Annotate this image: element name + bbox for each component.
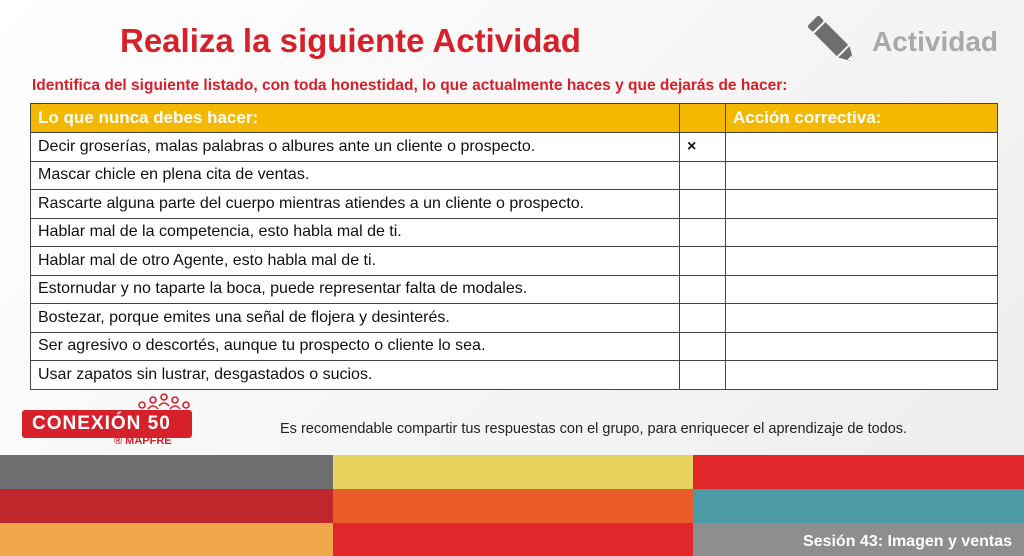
conexion-50-logo: [22, 393, 194, 447]
stripe-orange: [333, 489, 693, 523]
mark-cell[interactable]: [680, 247, 726, 276]
behavior-cell: Hablar mal de la competencia, esto habla mal de ti.: [31, 218, 680, 247]
action-cell[interactable]: [726, 161, 998, 190]
footer-stripes: [0, 455, 1024, 556]
table-row: [31, 247, 998, 276]
stripe-gray: [0, 455, 333, 489]
table-row: [31, 304, 998, 333]
table-row: [31, 218, 998, 247]
stripe-red: [693, 455, 1024, 489]
stripe-dark-red: [0, 489, 333, 523]
behavior-cell: Hablar mal de otro Agente, esto habla mal de ti.: [31, 247, 680, 276]
table-row: [31, 190, 998, 219]
mark-cell[interactable]: [680, 218, 726, 247]
action-cell[interactable]: [726, 133, 998, 162]
stripe-red-bottom: [333, 523, 693, 556]
behavior-cell: Usar zapatos sin lustrar, desgastados o sucios.: [31, 361, 680, 390]
mark-cell[interactable]: [680, 361, 726, 390]
page-title: Realiza la siguiente Actividad: [120, 22, 581, 59]
mark-cell[interactable]: [680, 161, 726, 190]
mark-cell[interactable]: [680, 304, 726, 333]
stripe-yellow: [333, 455, 693, 489]
logo-main-text: CONEXIÓN 50: [32, 413, 171, 434]
stripe-teal: [693, 489, 1024, 523]
table-row: [31, 161, 998, 190]
instructions-text: Identifica del siguiente listado, con toda honestidad, lo que actualmente haces y que dejarás de hacer:: [32, 77, 788, 94]
mark-cell[interactable]: ×: [680, 133, 726, 162]
session-label: Sesión 43: Imagen y ventas: [803, 533, 1012, 550]
action-cell[interactable]: [726, 247, 998, 276]
behavior-cell: Ser agresivo o descortés, aunque tu prospecto o cliente lo sea.: [31, 332, 680, 361]
behavior-cell: Rascarte alguna parte del cuerpo mientras atiendes a un cliente o prospecto.: [31, 190, 680, 219]
activity-table: [30, 103, 998, 390]
behavior-cell: Mascar chicle en plena cita de ventas.: [31, 161, 680, 190]
action-cell[interactable]: [726, 190, 998, 219]
action-cell[interactable]: [726, 361, 998, 390]
logo-mapfre-text: ® MAPFRE: [114, 435, 172, 447]
action-cell[interactable]: [726, 275, 998, 304]
behavior-cell: Bostezar, porque emites una señal de flojera y desinterés.: [31, 304, 680, 333]
table-row: [31, 133, 998, 162]
table-row: [31, 275, 998, 304]
footnote-text: Es recomendable compartir tus respuestas con el grupo, para enriquecer el aprendizaje de todos.: [280, 421, 908, 437]
mark-cell[interactable]: [680, 332, 726, 361]
mark-cell[interactable]: [680, 190, 726, 219]
table-row: [31, 361, 998, 390]
action-cell[interactable]: [726, 332, 998, 361]
activity-label: Actividad: [872, 26, 999, 57]
behavior-cell: Decir groserías, malas palabras o albures ante un cliente o prospecto.: [31, 133, 680, 162]
behavior-cell: Estornudar y no taparte la boca, puede representar falta de modales.: [31, 275, 680, 304]
table-row: [31, 332, 998, 361]
activity-badge: [804, 12, 1014, 72]
stripe-light-orange: [0, 523, 333, 556]
header-mark: [680, 104, 726, 133]
pencil-icon: [804, 12, 864, 72]
table-header-row: [31, 104, 998, 133]
action-cell[interactable]: [726, 218, 998, 247]
mark-cell[interactable]: [680, 275, 726, 304]
action-cell[interactable]: [726, 304, 998, 333]
header-never-do: Lo que nunca debes hacer:: [31, 104, 680, 133]
header-corrective-action: Acción correctiva:: [726, 104, 998, 133]
